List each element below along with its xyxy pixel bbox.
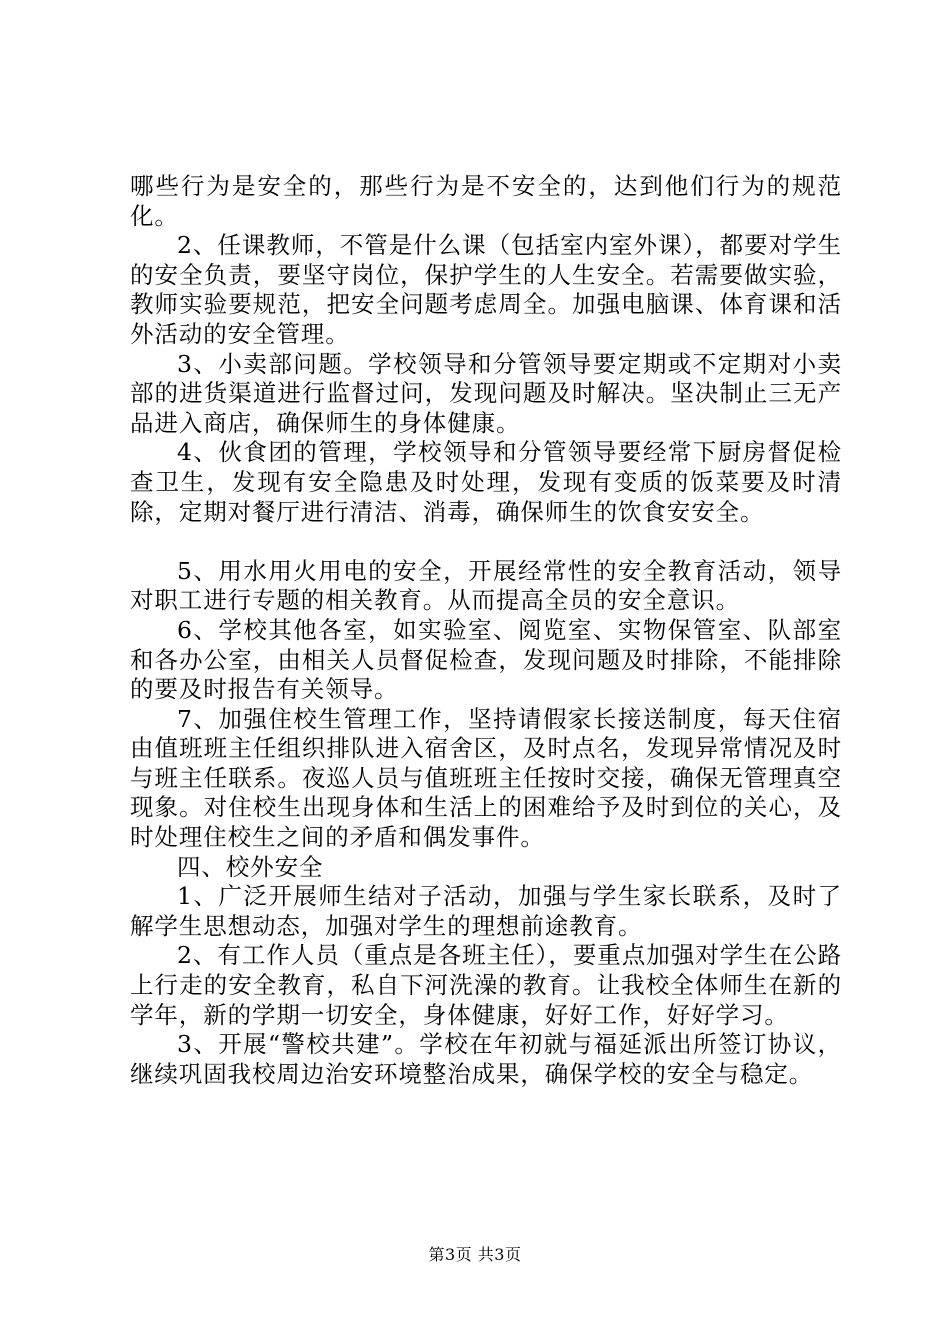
paragraph-item-3-shop: 3、小卖部问题。学校领导和分管领导要定期或不定期对小卖部的进货渠道进行监督过问，发现问题及时解决。坚决制止三无产品进入商店，确保师生的身体健康。 [130,349,842,437]
paragraph-item-6-rooms: 6、学校其他各室，如实验室、阅览室、实物保管室、队部室和各办公室，由相关人员督促检查，发现问题及时排除，不能排除的要及时报告有关领导。 [130,615,842,704]
paragraph-continuation: 哪些行为是安全的，那些行为是不安全的，达到他们行为的规范化。 [130,172,842,230]
paragraph-item-7-boarding: 7、加强住校生管理工作，坚持请假家长接送制度，每天住宿由值班班主任组织排队进入宿舍区，及时点名，发现异常情况及时与班主任联系。夜巡人员与值班班主任按时交接，确保无管理真空现象。对住校生出现身体和生活上的困难给予及时到位的关心，及时处理住校生之间的矛盾和偶发事件。 [130,704,842,852]
page-number-footer: 第3页 共3页 [428,1245,522,1264]
paragraph-item-2-teachers: 2、任课教师，不管是什么课（包括室内室外课），都要对学生的安全负责，要坚守岗位，保护学生的人生安全。若需要做实验，教师实验要规范，把安全问题考虑周全。加强电脑课、体育课和活外活动的安全管理。 [130,231,842,348]
paragraph-offcampus-3: 3、开展“警校共建”。学校在年初就与福延派出所签订协议，继续巩固我校周边治安环境整治成果，确保学校的安全与稳定。 [130,1030,842,1088]
paragraph-offcampus-2: 2、有工作人员（重点是各班主任），要重点加强对学生在公路上行走的安全教育，私自下河洗澡的教育。让我校全体师生在新的学年，新的学期一切安全，身体健康，好好工作，好好学习。 [130,941,842,1029]
paragraph-offcampus-1: 1、广泛开展师生结对子活动，加强与学生家长联系，及时了解学生思想动态，加强对学生的理想前途教育。 [130,882,842,940]
paragraph-item-5-utilities: 5、用水用火用电的安全，开展经常性的安全教育活动，领导对职工进行专题的相关教育。从而提高全员的安全意识。 [130,556,842,615]
section-heading-off-campus: 四、校外安全 [177,852,324,881]
paragraph-item-4-canteen: 4、伙食团的管理，学校领导和分管领导要经常下厨房督促检查卫生，发现有安全隐患及时处理，发现有变质的饭菜要及时清除，定期对餐厅进行清洁、消毒，确保师生的饮食安安全。 [130,438,842,526]
document-body [130,172,842,1089]
